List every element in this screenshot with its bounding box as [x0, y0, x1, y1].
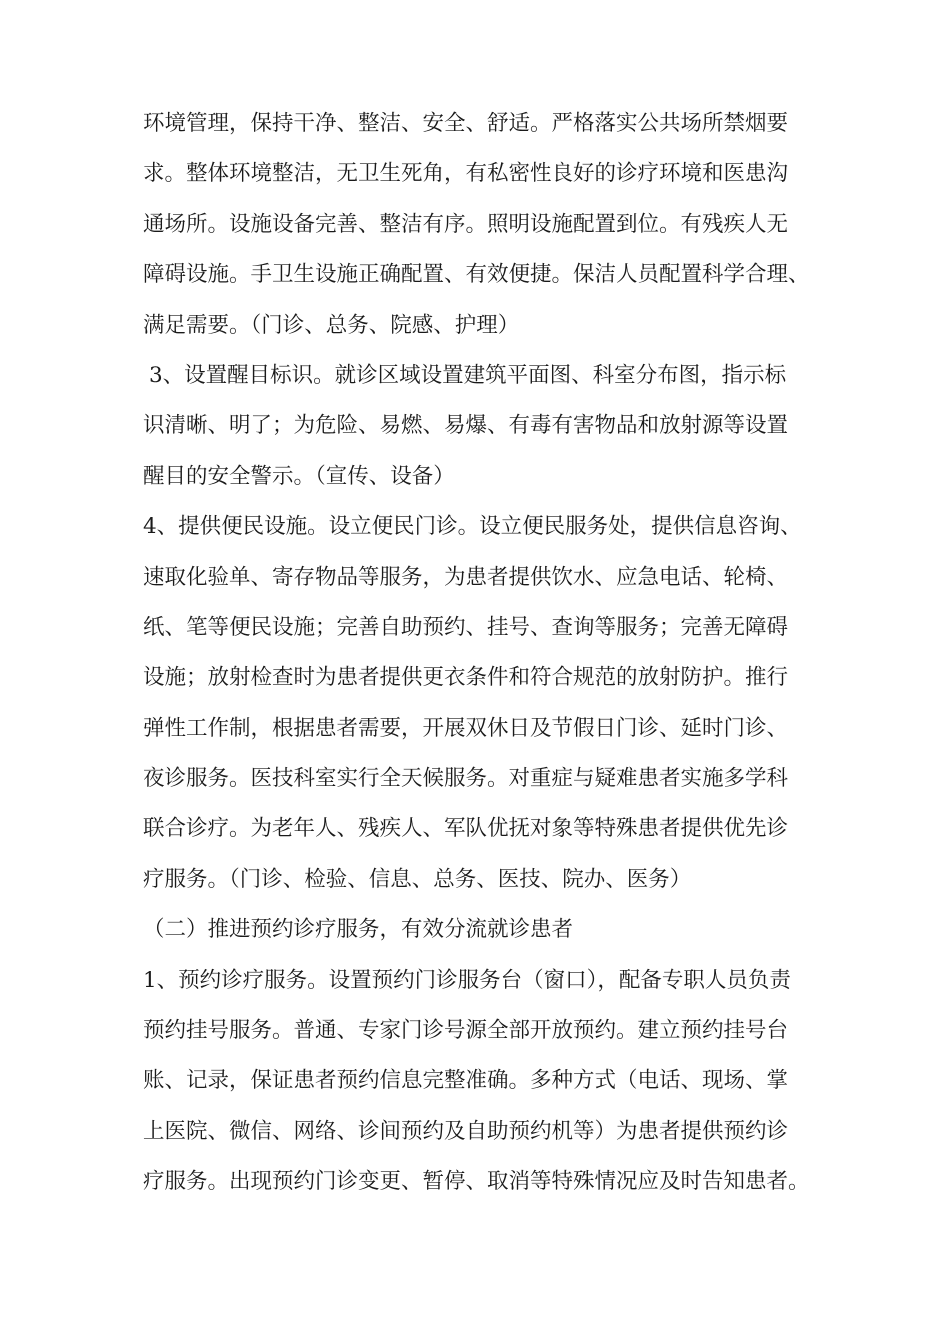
text-line: 夜诊服务。医技科室实行全天候服务。对重症与疑难患者实施多学科 — [143, 766, 789, 792]
text-line: 账、记录，保证患者预约信息完整准确。多种方式（电话、现场、掌 — [143, 1068, 789, 1094]
text-line: 1、预约诊疗服务。设置预约门诊服务台（窗口），配备专职人员负责 — [143, 967, 791, 993]
section-heading: （二）推进预约诊疗服务，有效分流就诊患者 — [143, 917, 574, 943]
text-line: 识清晰、明了；为危险、易燃、易爆、有毒有害物品和放射源等设置 — [143, 413, 789, 439]
text-line: 通场所。设施设备完善、整洁有序。照明设施配置到位。有残疾人无 — [143, 211, 789, 237]
text-line: 设施；放射检查时为患者提供更衣条件和符合规范的放射防护。推行 — [143, 665, 789, 691]
text-line: 上医院、微信、网络、诊间预约及自助预约机等）为患者提供预约诊 — [143, 1118, 789, 1144]
text-line: 求。整体环境整洁，无卫生死角，有私密性良好的诊疗环境和医患沟 — [143, 161, 789, 187]
text-line: 联合诊疗。为老年人、残疾人、军队优抚对象等特殊患者提供优先诊 — [143, 816, 789, 842]
text-line: 疗服务。出现预约门诊变更、暂停、取消等特殊情况应及时告知患者。 — [143, 1169, 810, 1195]
text-line: 疗服务。（门诊、检验、信息、总务、医技、院办、医务） — [143, 866, 692, 892]
text-line: 3、设置醒目标识。就诊区域设置建筑平面图、科室分布图，指示标 — [149, 362, 787, 388]
text-line: 障碍设施。手卫生设施正确配置、有效便捷。保洁人员配置科学合理、 — [143, 262, 810, 288]
text-line: 预约挂号服务。普通、专家门诊号源全部开放预约。建立预约挂号台 — [143, 1018, 789, 1044]
text-line: 弹性工作制，根据患者需要，开展双休日及节假日门诊、延时门诊、 — [143, 715, 789, 741]
text-line: 纸、笔等便民设施；完善自助预约、挂号、查询等服务；完善无障碍 — [143, 614, 789, 640]
document-body — [143, 99, 823, 1208]
text-line: 4、提供便民设施。设立便民门诊。设立便民服务处，提供信息咨询、 — [143, 514, 802, 540]
text-line: 速取化验单、寄存物品等服务，为患者提供饮水、应急电话、轮椅、 — [143, 564, 789, 590]
text-line: 环境管理，保持干净、整洁、安全、舒适。严格落实公共场所禁烟要 — [143, 111, 789, 136]
text-line: 醒目的安全警示。（宣传、设备） — [143, 463, 455, 489]
text-line: 满足需要。（门诊、总务、院感、护理） — [143, 312, 520, 338]
